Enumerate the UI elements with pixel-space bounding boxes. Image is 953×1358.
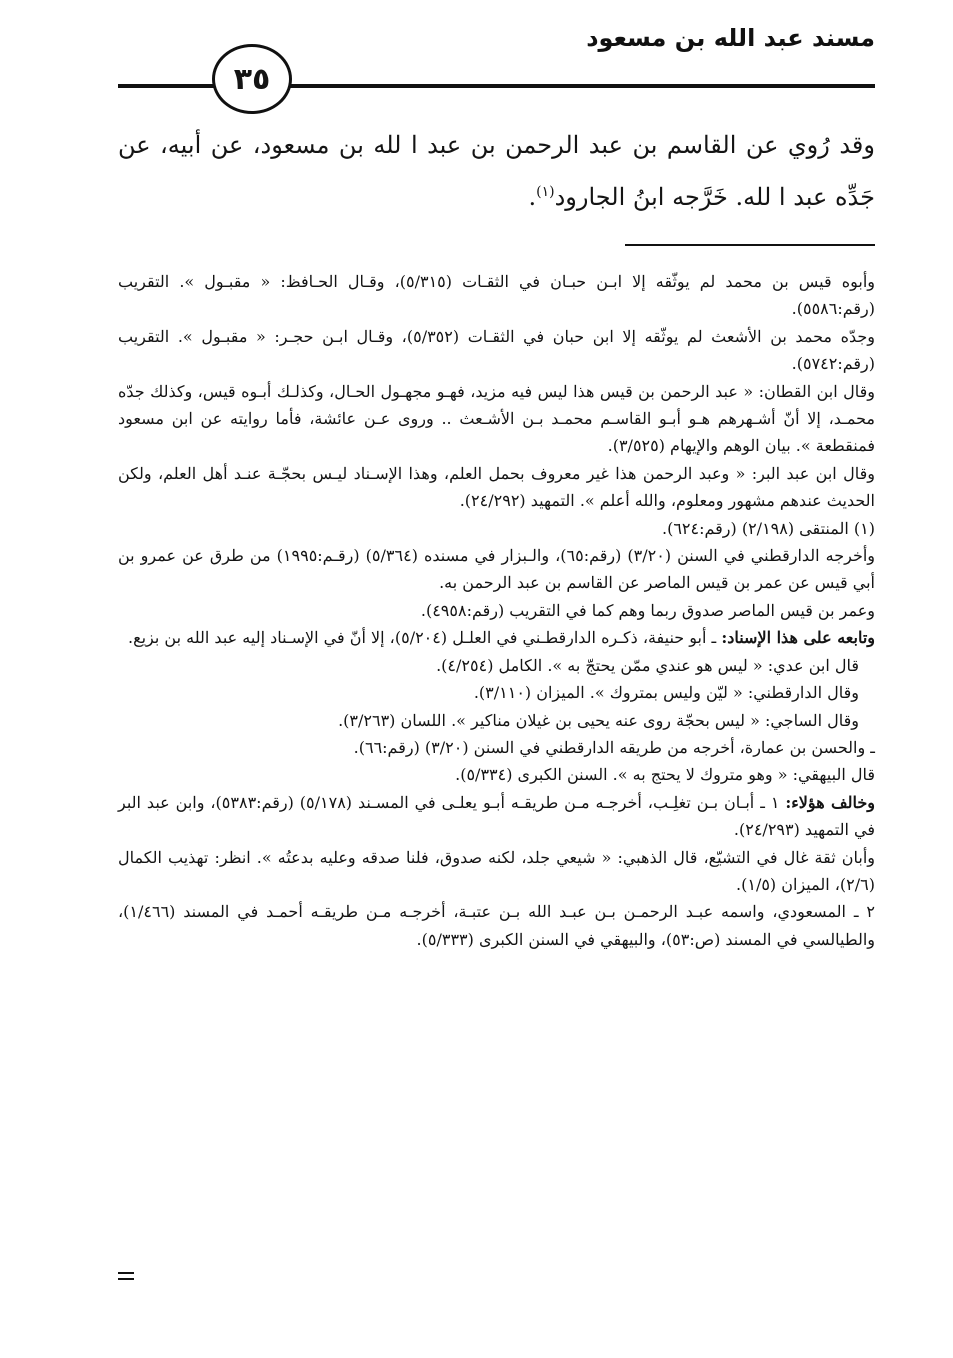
footnote-line (118, 624, 875, 651)
footnote-heading: وتابعه على هذا الإسناد: (721, 628, 875, 648)
footnote-line: قال ابن عدي: « ليس هو عندي ممّن يحتجّ به ». الكامل (٤/٢٥٤). (436, 655, 859, 675)
footnote-line: وجدّه محمد بن الأشعث لم يوثّقه إلا ابن حبان في الثقـات (٥/٣٥٢)، وقـال ابـن حجـر: « مقبـول ». التقريب (رقم:٥٧٤٢). (118, 326, 875, 374)
footnote-reference: (١) (536, 184, 555, 200)
footnote-separator (625, 244, 875, 246)
continuation-mark (118, 1272, 134, 1282)
footnote-text: ـ أبو حنيفة، ذكـره الدارقطـني في العلـل (٥/٢٠٤)، إلا أنّ في الإسـناد إليه عبد الله بن بزيع. (128, 628, 717, 648)
footnote-line: وقال الدارقطني: « ليّن وليس بمتروك ». الميزان (٣/١١٠). (473, 683, 859, 703)
footnote-line: ٢ ـ المسعودي، واسمه عبـد الرحمـن بـن عبـد الله بـن عتبـة، أخرجـه مـن طريقـه أحمـد في المسند (١/٤٦٦)، والطيالسي في المسند (ص:٥٣)، والبيهقي في السنن الكبرى (٥/٣٣٣). (118, 902, 875, 949)
footnote-line: وأخرجه الدارقطني في السنن (٣/٢٠) (رقم:٦٥)، والـبزار في مسنده (٥/٣٦٤) (رقـم:١٩٩٥) من طرق عن عمرو بن أبي قيس عن عمر بن قيس الماصر عن القاسم بن عبد الرحمن به. (118, 546, 876, 593)
footnote-line: ـ والحسن بن عمارة، أخرجه من طريقه الدارقطني في السنن (٣/٢٠) (رقم:٦٦). (353, 737, 875, 757)
book-title: مسند عبد الله بن مسعود (586, 24, 875, 52)
footnote-line (118, 789, 875, 844)
footnote-line: وأبوه قيس بن محمد لم يوثّقه إلا ابـن حبـان في الثقـات (٥/٣١٥)، وقـال الحـافظ: « مقبـول ». التقريب (رقم:٥٥٨٦). (118, 272, 876, 319)
footnote-line: وقال ابن القطان: « عبد الرحمن بن قيس هذا ليس فيه مزيد، فهـو مجهـول الحـال، وكذلـك أبـوه قيس، وكذلك جدّه محمـد، إلا أنّ أشـهرهم هـو أبـو القاسـم محمـد بـن الأشـعث .. وروى عـن عائشة، فأما روايته عن ابن مسعود فمنقطعة ». بيان الوهم والإيهام (٣/٥٢٥). (118, 381, 876, 456)
footnote-line: وقال الساجي: « ليس بحجّة روى عنه يحيى بن غيلان مناكير ». اللسان (٣/٢٦٣). (338, 710, 859, 730)
footnote-heading: وخالف هؤلاء: (785, 792, 875, 812)
footnote-line: وعمر بن قيس الماصر صدوق ربما وهم كما في التقريب (رقم:٤٩٥٨). (420, 600, 875, 620)
page-header (0, 0, 953, 130)
footnote-line: قال البيهقي: « وهو متروك لا يحتج به ». السنن الكبرى (٥/٣٣٤). (455, 765, 875, 785)
footnote-line: وقال ابن عبد البر: « وعبد الرحمن هذا غير معروف بحمل العلم، وهذا الإسـناد ليـس بحجّـة عنـد أهل العلم، ولكن الحديث عندهم مشهور ومعلوم، والله أعلم ». التمهيد (٢٤/٢٩٢). (118, 463, 876, 511)
footnotes (118, 268, 875, 953)
footnote-line: وأبان ثقة غال في التشيّع، قال الذهبي: « شيعي جلد، لكنه صدوق، فلنا صدقه وعليه بدعتُه ». انظر: تهذيب الكمال (٢/٦)، الميزان (١/٥). (118, 847, 876, 894)
main-text: وقد رُوي عن القاسم بن عبد الرحمن بن عبد ا لله بن مسعود، عن أبيه، عن جَدِّه عبد ا لله. خَرَّجه ابنُ الجارود (118, 131, 875, 211)
page-number: ٣٥ (233, 61, 271, 97)
main-text-end: . (528, 183, 537, 211)
main-paragraph (118, 122, 875, 221)
page-number-badge (212, 44, 292, 114)
footnote-text: ١ ـ أبـان بـن تغلِـب، أخرجـه مـن طريقـه أبـو يعلـى في المسـند (٥/١٧٨) (رقم:٥٣٨٣)، وابن عبد البر في التمهيد (٢٤/٢٩٣). (118, 792, 875, 840)
footnote-1: (١) المنتقى (٢/١٩٨) (رقم:٦٢٤). (661, 518, 875, 538)
